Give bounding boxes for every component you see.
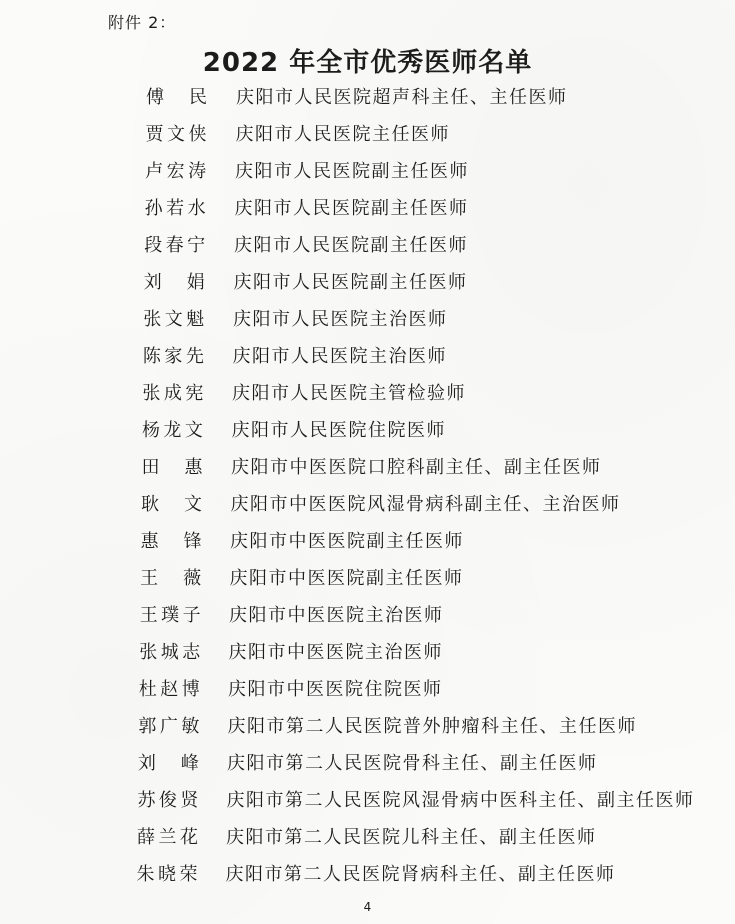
physician-name: 杜赵博	[138, 679, 201, 700]
list-item	[0, 121, 735, 158]
physician-name: 刘 娟	[143, 272, 206, 293]
physician-name: 苏俊贤	[137, 790, 200, 811]
physician-position: 庆阳市中医医院主治医师	[229, 605, 444, 626]
physician-position: 庆阳市第二人民医院肾病科主任、副主任医师	[225, 864, 616, 885]
physician-name: 薛兰花	[137, 827, 199, 848]
physician-position: 庆阳市人民医院副主任医师	[233, 272, 468, 293]
physician-list	[0, 84, 735, 898]
physician-name: 耿 文	[141, 494, 204, 515]
physician-position: 庆阳市中医医院副主任医师	[229, 568, 464, 589]
list-item	[0, 602, 735, 639]
physician-position: 庆阳市中医医院口腔科副主任、副主任医师	[231, 457, 602, 478]
list-item	[0, 565, 735, 602]
list-item	[0, 84, 735, 121]
physician-position: 庆阳市人民医院超声科主任、主任医师	[236, 87, 568, 108]
list-item	[0, 343, 735, 380]
physician-name: 陈家先	[142, 346, 205, 367]
document-title: 2022 年全市优秀医师名单	[202, 48, 533, 78]
physician-name: 杨龙文	[141, 420, 204, 441]
physician-position: 庆阳市中医医院风湿骨病科副主任、主治医师	[230, 494, 621, 515]
physician-name: 刘 峰	[137, 753, 200, 774]
physician-position: 庆阳市中医医院副主任医师	[230, 531, 464, 552]
physician-position: 庆阳市人民医院主管检验师	[232, 383, 466, 404]
physician-position: 庆阳市第二人民医院儿科主任、副主任医师	[226, 827, 597, 848]
physician-position: 庆阳市第二人民医院骨科主任、副主任医师	[227, 753, 598, 774]
physician-position: 庆阳市人民医院主任医师	[235, 124, 450, 145]
physician-position: 庆阳市中医医院主治医师	[228, 642, 443, 663]
physician-position: 庆阳市人民医院副主任医师	[234, 198, 469, 219]
list-item	[0, 491, 735, 528]
attachment-label: 附件 2：	[108, 13, 177, 32]
physician-name: 王璞子	[139, 605, 202, 626]
physician-name: 郭广敏	[138, 716, 201, 737]
physician-position: 庆阳市第二人民医院风湿骨病中医科主任、副主任医师	[226, 790, 695, 811]
physician-position: 庆阳市第二人民医院普外肿瘤科主任、主任医师	[227, 716, 637, 737]
list-item	[0, 195, 735, 232]
physician-name: 田 惠	[141, 457, 204, 478]
list-item	[0, 787, 735, 824]
physician-name: 张文魁	[143, 309, 206, 330]
physician-name: 王 薇	[140, 568, 203, 589]
physician-position: 庆阳市人民医院主治医师	[232, 346, 447, 367]
physician-position: 庆阳市人民医院副主任医师	[234, 235, 468, 256]
list-item	[0, 158, 735, 195]
physician-name: 傅 民	[146, 87, 208, 108]
list-item	[0, 454, 735, 491]
list-item	[0, 269, 735, 306]
physician-name: 朱晓荣	[136, 864, 199, 885]
list-item	[0, 232, 735, 269]
physician-name: 贾文侠	[145, 124, 208, 145]
physician-name: 惠 锋	[140, 531, 203, 552]
physician-position: 庆阳市中医医院住院医师	[228, 679, 443, 700]
physician-name: 段春宁	[144, 235, 207, 256]
physician-name: 卢宏涛	[145, 161, 208, 182]
physician-name: 张成宪	[142, 383, 205, 404]
physician-name: 张城志	[139, 642, 202, 663]
list-item	[0, 861, 735, 898]
list-item	[0, 639, 735, 676]
list-item	[0, 417, 735, 454]
list-item	[0, 676, 735, 713]
physician-position: 庆阳市人民医院住院医师	[231, 420, 446, 441]
page-number: 4	[363, 900, 372, 914]
list-item	[0, 750, 735, 787]
list-item	[0, 380, 735, 417]
physician-position: 庆阳市人民医院副主任医师	[235, 161, 469, 182]
list-item	[0, 713, 735, 750]
list-item	[0, 306, 735, 343]
list-item	[0, 824, 735, 861]
physician-position: 庆阳市人民医院主治医师	[233, 309, 448, 330]
list-item	[0, 528, 735, 565]
physician-name: 孙若水	[144, 198, 207, 219]
